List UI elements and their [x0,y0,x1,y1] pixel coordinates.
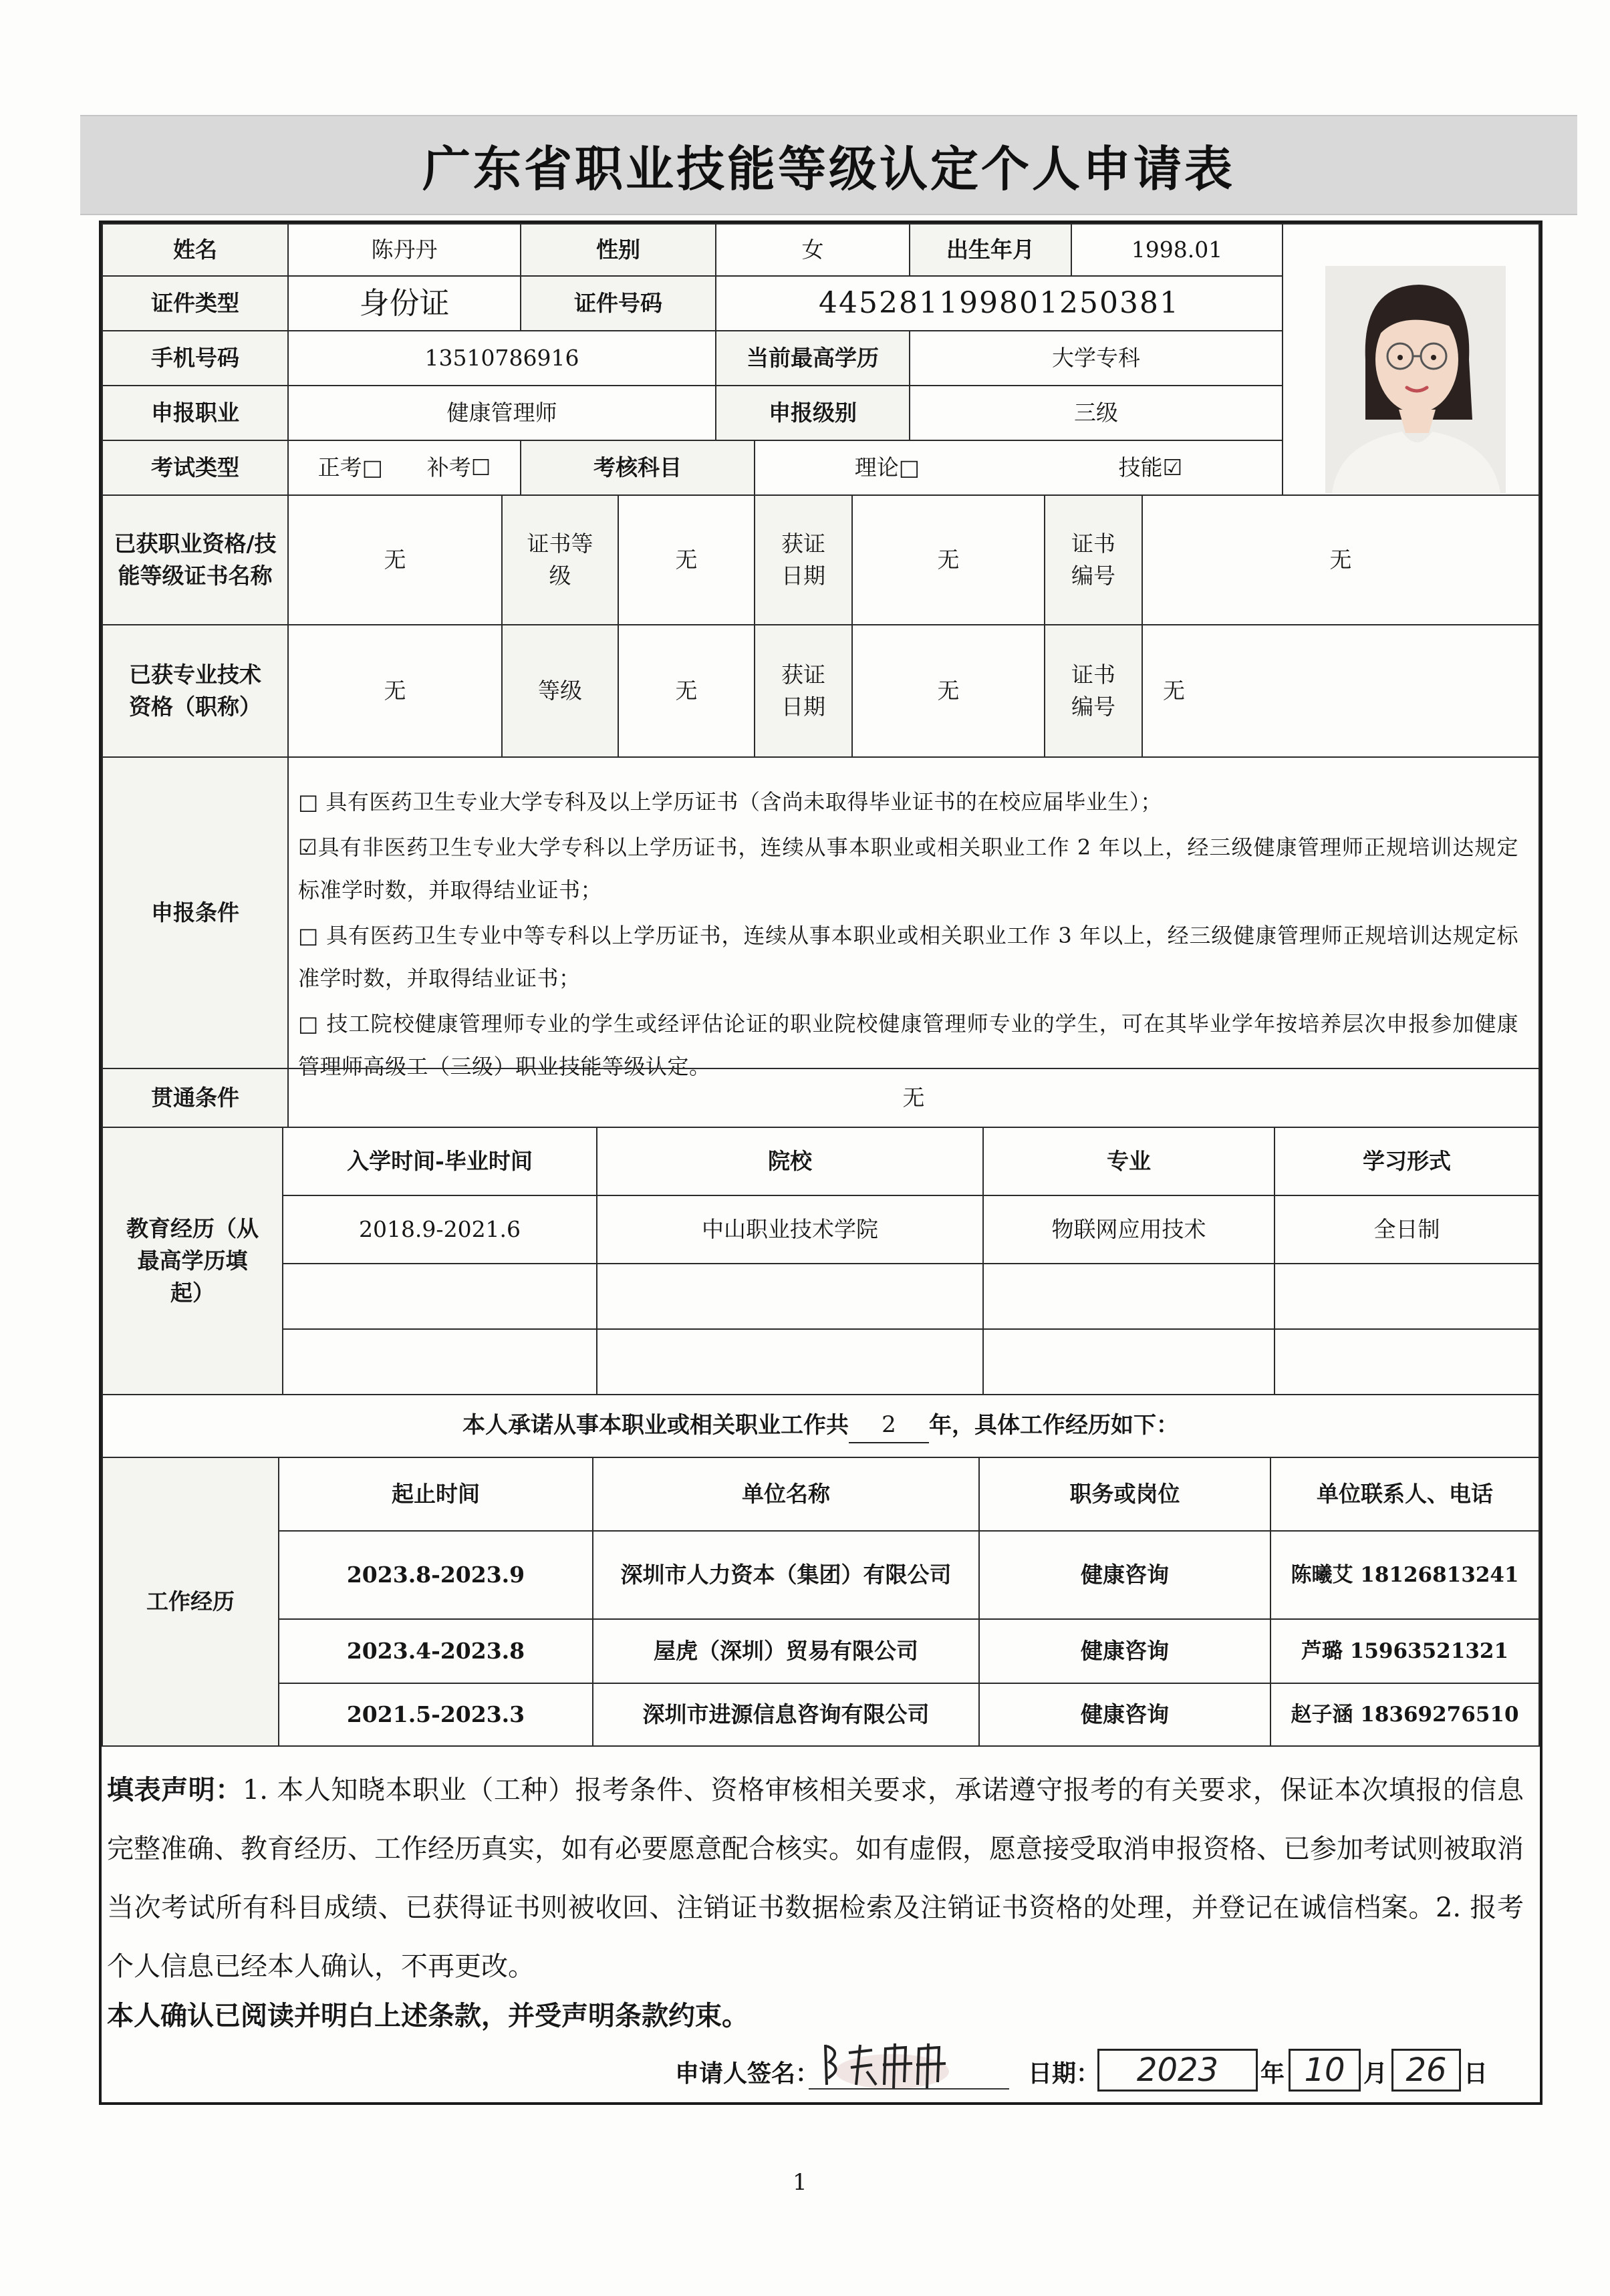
work-header-period: 起止时间 [278,1457,593,1532]
applicant-photo [1325,266,1506,493]
education-school-cell[interactable] [596,1328,984,1395]
education-level-value[interactable]: 大学专科 [909,330,1283,386]
phone-label: 手机号码 [102,330,289,386]
id-number-value[interactable]: 445281199801250381 [715,275,1283,331]
signature-line [809,2088,1009,2090]
professional-level-label: 等级 [501,624,619,758]
cert-date-label: 获证日期 [754,494,853,625]
education-school-cell[interactable]: 中山职业技术学院 [596,1195,984,1264]
name-label: 姓名 [102,223,289,277]
date-year-unit: 年 [1260,2059,1285,2088]
education-header-period: 入学时间-毕业时间 [282,1127,597,1196]
cert-level-label: 证书等级 [501,494,619,625]
professional-level-value[interactable]: 无 [618,624,755,758]
id-number-label: 证件号码 [520,275,716,331]
education-header-major: 专业 [982,1127,1275,1196]
work-contact-cell[interactable]: 赵子涵 18369276510 [1270,1683,1540,1747]
education-level-label: 当前最高学历 [715,330,910,386]
subject-theory-checkbox[interactable]: 理论□ [854,454,920,481]
education-major-cell[interactable] [982,1328,1275,1395]
work-label: 工作经历 [102,1457,279,1747]
work-contact-cell[interactable]: 芦璐 15963521321 [1270,1618,1540,1684]
education-mode-cell[interactable] [1274,1328,1540,1395]
date-label: 日期： [1028,2059,1101,2088]
name-value[interactable]: 陈丹丹 [287,223,521,277]
birth-value[interactable]: 1998.01 [1071,223,1283,277]
occupation-label: 申报职业 [102,385,289,441]
date-day-box[interactable]: 26 [1391,2049,1461,2092]
gender-value[interactable]: 女 [715,223,910,277]
date-month-unit: 月 [1363,2059,1388,2088]
work-period-cell[interactable]: 2021.5-2023.3 [278,1683,593,1747]
education-mode-cell[interactable]: 全日制 [1274,1195,1540,1264]
applicant-signature[interactable] [819,2038,959,2092]
work-header-contact: 单位联系人、电话 [1270,1457,1540,1532]
id-type-value[interactable]: 身份证 [287,275,521,331]
work-company-cell[interactable]: 屋虎（深圳）贸易有限公司 [592,1618,980,1684]
exam-type-label: 考试类型 [102,440,289,496]
work-company-cell[interactable]: 深圳市进源信息咨询有限公司 [592,1683,980,1747]
work-promise-prefix: 本人承诺从事本职业或相关职业工作共 [462,1412,849,1439]
professional-title-name[interactable]: 无 [287,624,503,758]
vocational-cert-label: 已获职业资格/技能等级证书名称 [102,494,289,625]
declaration [107,1761,1524,1996]
education-period-cell[interactable] [282,1328,597,1395]
date-month-box[interactable]: 10 [1289,2049,1361,2092]
birth-label: 出生年月 [909,223,1072,277]
work-position-cell[interactable]: 健康咨询 [978,1530,1271,1620]
education-header-school: 院校 [596,1127,984,1196]
work-position-cell[interactable]: 健康咨询 [978,1683,1271,1747]
professional-number-value[interactable]: 无 [1142,624,1540,758]
work-years[interactable]: 2 [849,1409,929,1443]
page-number: 1 [793,2169,807,2196]
subject-skill-checkbox[interactable]: 技能☑ [1118,454,1183,481]
vocational-cert-name[interactable]: 无 [287,494,503,625]
signature-label: 申请人签名： [675,2059,820,2088]
professional-number-label: 证书编号 [1044,624,1143,758]
work-contact-cell[interactable]: 陈曦艾 18126813241 [1270,1530,1540,1620]
form-title: 广东省职业技能等级认定个人申请表 [422,141,1235,197]
cert-date-value[interactable]: 无 [851,494,1045,625]
education-header-mode: 学习形式 [1274,1127,1540,1196]
education-school-cell[interactable] [596,1263,984,1330]
date-day-unit: 日 [1464,2059,1488,2088]
work-header-company: 单位名称 [592,1457,980,1532]
work-position-cell[interactable]: 健康咨询 [978,1618,1271,1684]
work-period-cell[interactable]: 2023.8-2023.9 [278,1530,593,1620]
declaration-text: 1. 本人知晓本职业（工种）报考条件、资格审核相关要求，承诺遵守报考的有关要求，保证本次填报的信息完整准确、教育经历、工作经历真实，如有必要愿意配合核实。如有虚假，愿意接受取消申报资格、已参加考试则被取消当次考试所有科目成绩、已获得证书则被收回、注销证书数据检索及注销证书资格的处理，并登记在诚信档案。2. 报考个人信息已经本人确认，不再更改。 [107,1775,1524,1982]
education-major-cell[interactable]: 物联网应用技术 [982,1195,1275,1264]
exam-type-options[interactable]: 正考□ 补考☐ [287,440,521,496]
professional-date-label: 获证日期 [754,624,853,758]
apply-level-value[interactable]: 三级 [909,385,1283,441]
condition-item[interactable]: □ 具有医药卫生专业大学专科及以上学历证书（含尚未取得毕业证书的在校应届毕业生）； [298,789,1162,815]
declaration-confirm: 本人确认已阅读并明白上述条款，并受声明条款约束。 [107,2000,749,2031]
condition-item[interactable]: □ 具有医药卫生专业中等专科以上学历证书，连续从事本职业或相关职业工作 3 年以上，经三级健康管理师正规培训达规定标准学时数，并取得结业证书； [298,923,1518,991]
condition-item[interactable]: □ 技工院校健康管理师专业的学生或经评估论证的职业院校健康管理师专业的学生，可在其毕业学年按培养层次申报参加健康管理师高级工（三级）职业技能等级认定。 [298,1011,1518,1079]
education-period-cell[interactable]: 2018.9-2021.6 [282,1195,597,1264]
education-label: 教育经历（从最高学历填起） [102,1127,283,1395]
cert-number-value[interactable]: 无 [1142,494,1540,625]
work-header-position: 职务或岗位 [978,1457,1271,1532]
occupation-value[interactable]: 健康管理师 [287,385,716,441]
conditions-list [287,780,1532,1088]
through-label: 贯通条件 [102,1068,289,1128]
education-major-cell[interactable] [982,1263,1275,1330]
work-company-cell[interactable]: 深圳市人力资本（集团）有限公司 [592,1530,980,1620]
title-band [80,115,1577,215]
gender-label: 性别 [520,223,716,277]
work-period-cell[interactable]: 2023.4-2023.8 [278,1618,593,1684]
work-promise-suffix: 年，具体工作经历如下： [929,1412,1179,1439]
subject-label: 考核科目 [520,440,755,496]
id-type-label: 证件类型 [102,275,289,331]
declaration-lead: 填表声明： [107,1774,243,1806]
education-period-cell[interactable] [282,1263,597,1330]
subject-options [754,440,1283,496]
date-year-box[interactable]: 2023 [1097,2049,1258,2092]
professional-title-label: 已获专业技术资格（职称） [102,624,289,758]
phone-value[interactable]: 13510786916 [287,330,716,386]
condition-item[interactable]: ☑具有非医药卫生专业大学专科以上学历证书，连续从事本职业或相关职业工作 2 年以上，经三级健康管理师正规培训达规定标准学时数，并取得结业证书； [298,835,1518,903]
professional-date-value[interactable]: 无 [851,624,1045,758]
education-mode-cell[interactable] [1274,1263,1540,1330]
work-promise [102,1394,1540,1458]
apply-level-label: 申报级别 [715,385,910,441]
cert-level-value[interactable]: 无 [618,494,755,625]
conditions-label: 申报条件 [102,756,289,1069]
through-value[interactable]: 无 [287,1068,1540,1128]
cert-number-label: 证书编号 [1044,494,1143,625]
